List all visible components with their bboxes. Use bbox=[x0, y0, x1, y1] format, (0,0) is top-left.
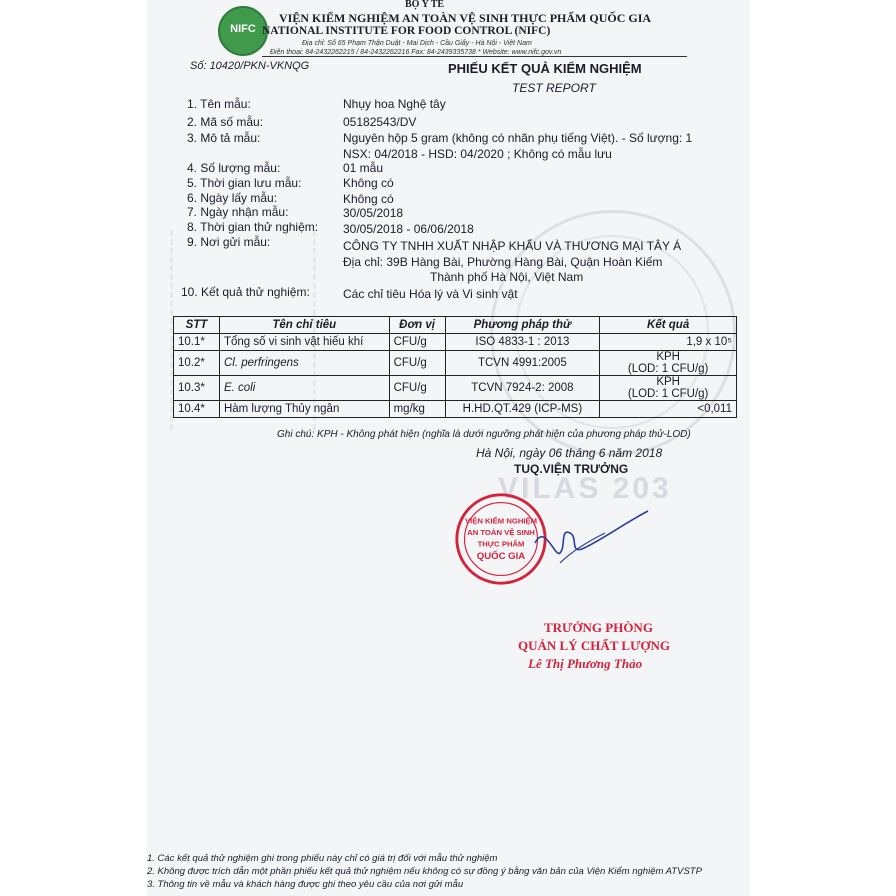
row-unit: CFU/g bbox=[389, 351, 445, 376]
signatory-title-1: TRƯỞNG PHÒNG bbox=[544, 620, 653, 635]
field-value: 05182543/DV bbox=[343, 115, 417, 129]
field-value: Không có bbox=[343, 176, 394, 190]
field-value: 30/05/2018 bbox=[343, 206, 404, 220]
field-value-line2: NSX: 04/2018 - HSD: 04/2020 ; Không có mẫu lưu bbox=[343, 147, 612, 161]
signatory-name: Lê Thị Phương Thảo bbox=[528, 656, 643, 671]
row-stt: 10.2* bbox=[174, 351, 220, 376]
stamp-line: AN TOÀN VỆ SINH bbox=[467, 528, 535, 538]
column-header: Tên chỉ tiêu bbox=[219, 317, 389, 334]
table-row bbox=[174, 334, 737, 351]
row-method: H.HD.QT.429 (ICP-MS) bbox=[445, 401, 600, 418]
report-title: PHIẾU KẾT QUẢ KIỂM NGHIỆM bbox=[448, 61, 642, 76]
field-label: 10. Kết quả thử nghiệm: bbox=[181, 285, 310, 299]
footer-note: 1. Các kết quả thử nghiệm ghi trong phiếu này chỉ có giá trị đối với mẫu thử nghiệm bbox=[147, 853, 498, 864]
result-lod: (LOD: 1 CFU/g) bbox=[627, 363, 709, 375]
result-value: KPH bbox=[656, 351, 680, 363]
header-divider bbox=[262, 56, 687, 57]
ministry-name: BỘ Y TẾ bbox=[405, 0, 445, 10]
footer-note: 2. Không được trích dẫn một phần phiếu kết quả thử nghiệm nếu không có sự đồng ý bằng văn bản của Viện Kiểm nghiệm ATVSTP bbox=[147, 866, 702, 877]
row-result: <0,011 bbox=[600, 401, 737, 418]
field-label: 5. Thời gian lưu mẫu: bbox=[187, 176, 302, 190]
row-stt: 10.3* bbox=[174, 376, 220, 401]
field-value: 30/05/2018 - 06/06/2018 bbox=[343, 222, 474, 236]
field-value: Nhụy hoa Nghệ tây bbox=[343, 97, 446, 111]
column-header: Phương pháp thử bbox=[445, 317, 600, 334]
signatory-title-2: QUẢN LÝ CHẤT LƯỢNG bbox=[518, 638, 671, 653]
table-row bbox=[174, 351, 737, 376]
stamp-line: QUỐC GIA bbox=[476, 551, 526, 563]
nifc-logo bbox=[218, 6, 268, 56]
results-table bbox=[173, 316, 737, 418]
result-value: KPH bbox=[656, 376, 680, 388]
report-subtitle: TEST REPORT bbox=[512, 81, 596, 95]
footer-note: 3. Thông tin về mẫu và khách hàng được ghi theo yêu cầu của nơi gửi mẫu bbox=[147, 879, 464, 890]
field-value-line2: Địa chỉ: 39B Hàng Bài, Phường Hàng Bài, Quận Hoàn Kiếm bbox=[343, 255, 663, 269]
field-value: 01 mẫu bbox=[343, 161, 384, 175]
table-note: Ghi chú: KPH - Không phát hiện (nghĩa là dưới ngưỡng phát hiện của phương pháp thử-LOD) bbox=[277, 429, 691, 440]
row-method: ISO 4833-1 : 2013 bbox=[445, 334, 600, 351]
row-name: E. coli bbox=[219, 376, 389, 401]
row-result bbox=[600, 351, 737, 376]
institute-address: Địa chỉ: Số 65 Phạm Thận Duật - Mai Dịch - Cầu Giấy - Hà Nội - Việt Nam bbox=[302, 40, 532, 47]
field-label: 4. Số lượng mẫu: bbox=[187, 161, 281, 175]
table-header-row bbox=[174, 317, 737, 334]
institute-name-en: NATIONAL INSTITUTE FOR FOOD CONTROL (NIFC) bbox=[262, 25, 551, 37]
column-header: Kết quả bbox=[600, 317, 737, 334]
row-unit: mg/kg bbox=[389, 401, 445, 418]
field-value-line3: Thành phố Hà Nội, Việt Nam bbox=[430, 270, 584, 284]
logo-text: NIFC bbox=[230, 23, 256, 35]
page-margin bbox=[750, 0, 896, 896]
field-label: 6. Ngày lấy mẫu: bbox=[187, 191, 278, 205]
column-header: STT bbox=[174, 317, 220, 334]
row-result bbox=[600, 376, 737, 401]
field-value: Các chỉ tiêu Hóa lý và Vi sinh vật bbox=[343, 287, 518, 301]
field-label: 8. Thời gian thử nghiệm: bbox=[187, 220, 319, 234]
vilas-watermark: VILAS 203 bbox=[498, 472, 672, 505]
signature bbox=[530, 503, 650, 573]
issue-date: Hà Nội, ngày 06 tháng 6 năm 2018 bbox=[476, 446, 663, 460]
stamp-line: THỰC PHẨM bbox=[477, 539, 525, 549]
column-header: Đơn vị bbox=[389, 317, 445, 334]
row-name: Tổng số vi sinh vật hiếu khí bbox=[219, 334, 389, 351]
table-row bbox=[174, 401, 737, 418]
director-title: TUQ.VIỆN TRƯỞNG bbox=[514, 462, 629, 476]
field-label: 3. Mô tả mẫu: bbox=[187, 131, 261, 145]
row-name: Cl. perfringens bbox=[219, 351, 389, 376]
result-lod: (LOD: 1 CFU/g) bbox=[627, 388, 709, 400]
field-label: 2. Mã số mẫu: bbox=[187, 115, 264, 129]
field-label: 7. Ngày nhận mẫu: bbox=[187, 205, 289, 219]
document-number: Số: 10420/PKN-VKNQG bbox=[190, 60, 310, 72]
stamp-line: VIỆN KIỂM NGHIỆM bbox=[464, 516, 538, 526]
row-stt: 10.1* bbox=[174, 334, 220, 351]
row-method: TCVN 7924-2: 2008 bbox=[445, 376, 600, 401]
row-stt: 10.4* bbox=[174, 401, 220, 418]
field-value: Nguyên hộp 5 gram (không có nhãn phụ tiếng Việt). - Số lượng: 1 bbox=[343, 131, 693, 145]
field-value: CÔNG TY TNHH XUẤT NHẬP KHẨU VÀ THƯƠNG MẠI TÂY Á bbox=[343, 239, 682, 253]
field-label: 1. Tên mẫu: bbox=[187, 97, 251, 111]
field-label: 9. Nơi gửi mẫu: bbox=[187, 235, 271, 249]
row-name: Hàm lượng Thủy ngân bbox=[219, 401, 389, 418]
field-value: Không có bbox=[343, 192, 394, 206]
row-unit: CFU/g bbox=[389, 334, 445, 351]
institute-contact: Điện thoại: 84-2432262215 / 84-2432262216 Fax: 84-2439335738 * Website: www.nifc.gov.vn bbox=[270, 49, 562, 56]
row-result: 1,9 x 10⁵ bbox=[600, 334, 737, 351]
row-unit: CFU/g bbox=[389, 376, 445, 401]
row-method: TCVN 4991:2005 bbox=[445, 351, 600, 376]
table-row bbox=[174, 376, 737, 401]
institute-name-vi: VIỆN KIỂM NGHIỆM AN TOÀN VỆ SINH THỰC PHẨM QUỐC GIA bbox=[279, 11, 652, 25]
